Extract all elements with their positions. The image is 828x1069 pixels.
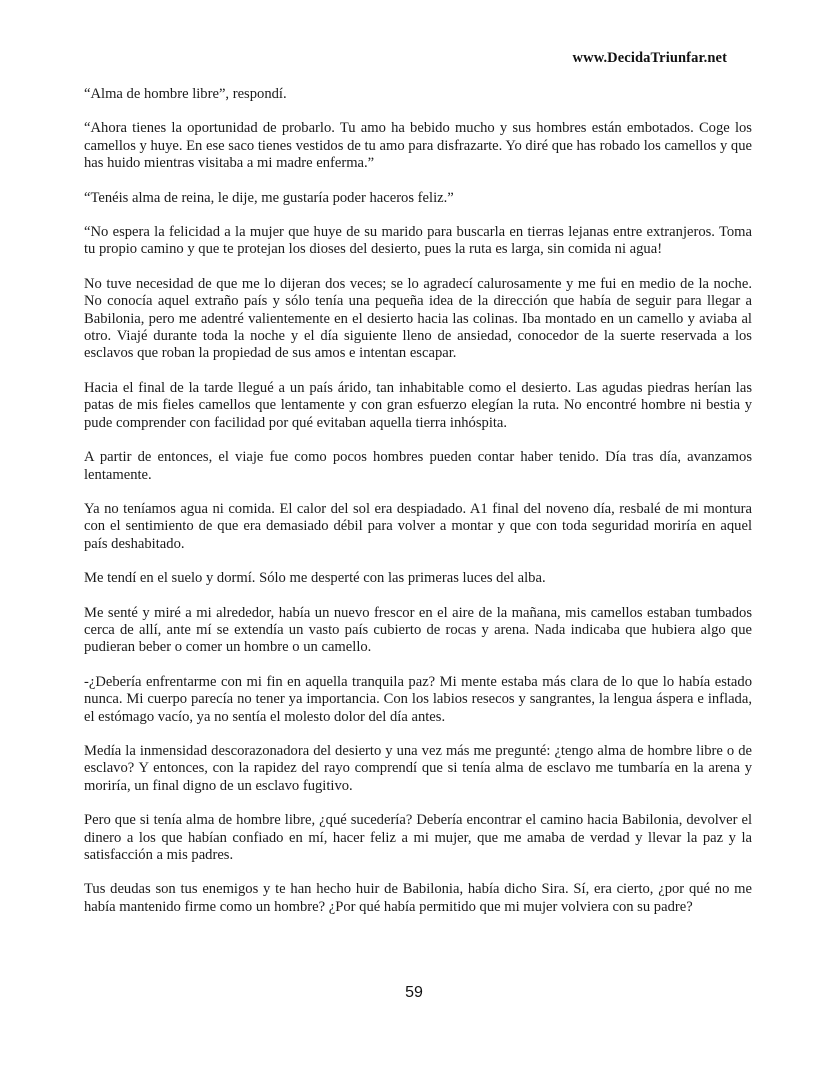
paragraph: “No espera la felicidad a la mujer que huye de su marido para buscarla en tierras lejanas entre extranjeros. Toma tu propio camino y que te protejan los dioses del desierto, pues la ruta es larga, sin comida ni agua! [84, 224, 752, 258]
paragraph: Me senté y miré a mi alrededor, había un nuevo frescor en el aire de la mañana, mis camellos estaban tumbados cerca de allí, ante mí se extendía un vasto país cubierto de rocas y arena. Nada indicaba que hubiera algo que pudieran beber o comer un hombre o un camello. [84, 604, 752, 656]
paragraph: Me tendí en el suelo y dormí. Sólo me desperté con las primeras luces del alba. [84, 570, 546, 587]
paragraph: “Alma de hombre libre”, respondí. [84, 86, 287, 102]
paragraph: “Ahora tienes la oportunidad de probarlo. Tu amo ha bebido mucho y sus hombres están embotados. Coge los camellos y huye. En ese saco tienes vestidos de tu amo para disfrazarte. Yo diré que has robado los camellos y que has huido mientras visitaba a mi madre enferma.” [84, 120, 752, 172]
paragraph: -¿Debería enfrentarme con mi fin en aquella tranquila paz? Mi mente estaba más clara de lo que lo había estado nunca. Mi cuerpo parecía no tener ya importancia. Con los labios resecos y sangrantes, la lengua áspera e inflada, el estómago vacío, ya no sentía el molesto dolor del día antes. [84, 673, 752, 725]
paragraph: Ya no teníamos agua ni comida. El calor del sol era despiadado. A1 final del noveno día, resbalé de mi montura con el sentimiento de que era demasiado débil para volver a montar y que con toda seguridad moriría en aquel país deshabitado. [84, 500, 752, 552]
paragraph: Pero que si tenía alma de hombre libre, ¿qué sucedería? Debería encontrar el camino hacia Babilonia, devolver el dinero a los que habían confiado en mí, hacer feliz a mi mujer, que me amaba de verdad y llevar la paz y la satisfacción a mis padres. [84, 812, 752, 863]
paragraph: A partir de entonces, el viaje fue como pocos hombres pueden contar haber tenido. Día tras día, avanzamos lentamente. [84, 449, 752, 483]
paragraph: No tuve necesidad de que me lo dijeran dos veces; se lo agradecí calurosamente y me fui en medio de la noche. No conocía aquel extraño país y sólo tenía una pequeña idea de la dirección que había de seguir para llegar a Babilonia, pero me adentré valientemente en el desierto hacia las colinas. Iba montado en un camello y aviaba al otro. Viajé durante toda la noche y el día siguiente lleno de ansiedad, conocedor de la suerte reservada a los esclavos que roban la propiedad de sus amos e intentan escapar. [84, 275, 752, 362]
paragraph: Tus deudas son tus enemigos y te han hecho huir de Babilonia, había dicho Sira. Sí, era cierto, ¿por qué no me había mantenido firme como un hombre? ¿Por qué había permitido que mi mujer volviera con su padre? [84, 881, 752, 915]
paragraph: “Tenéis alma de reina, le dije, me gustaría poder haceros feliz.” [84, 189, 454, 206]
header-website-url: www.DecidaTriunfar.net [572, 50, 727, 66]
page-number: 59 [405, 984, 423, 1001]
page-body [84, 86, 752, 933]
paragraph: Medía la inmensidad descorazonadora del desierto y una vez más me pregunté: ¿tengo alma de hombre libre o de esclavo? Y entonces, con la rapidez del rayo comprendí que si tenía alma de esclavo me tumbaría en la arena y moriría, un final digno de un esclavo fugitivo. [84, 742, 752, 794]
paragraph: Hacia el final de la tarde llegué a un país árido, tan inhabitable como el desierto. Las agudas piedras herían las patas de mis fieles camellos que lentamente y con gran esfuerzo elegían la ruta. No encontré hombre ni bestia y pude comprender con facilidad por qué evitaban aquella tierra inhóspita. [84, 379, 752, 431]
